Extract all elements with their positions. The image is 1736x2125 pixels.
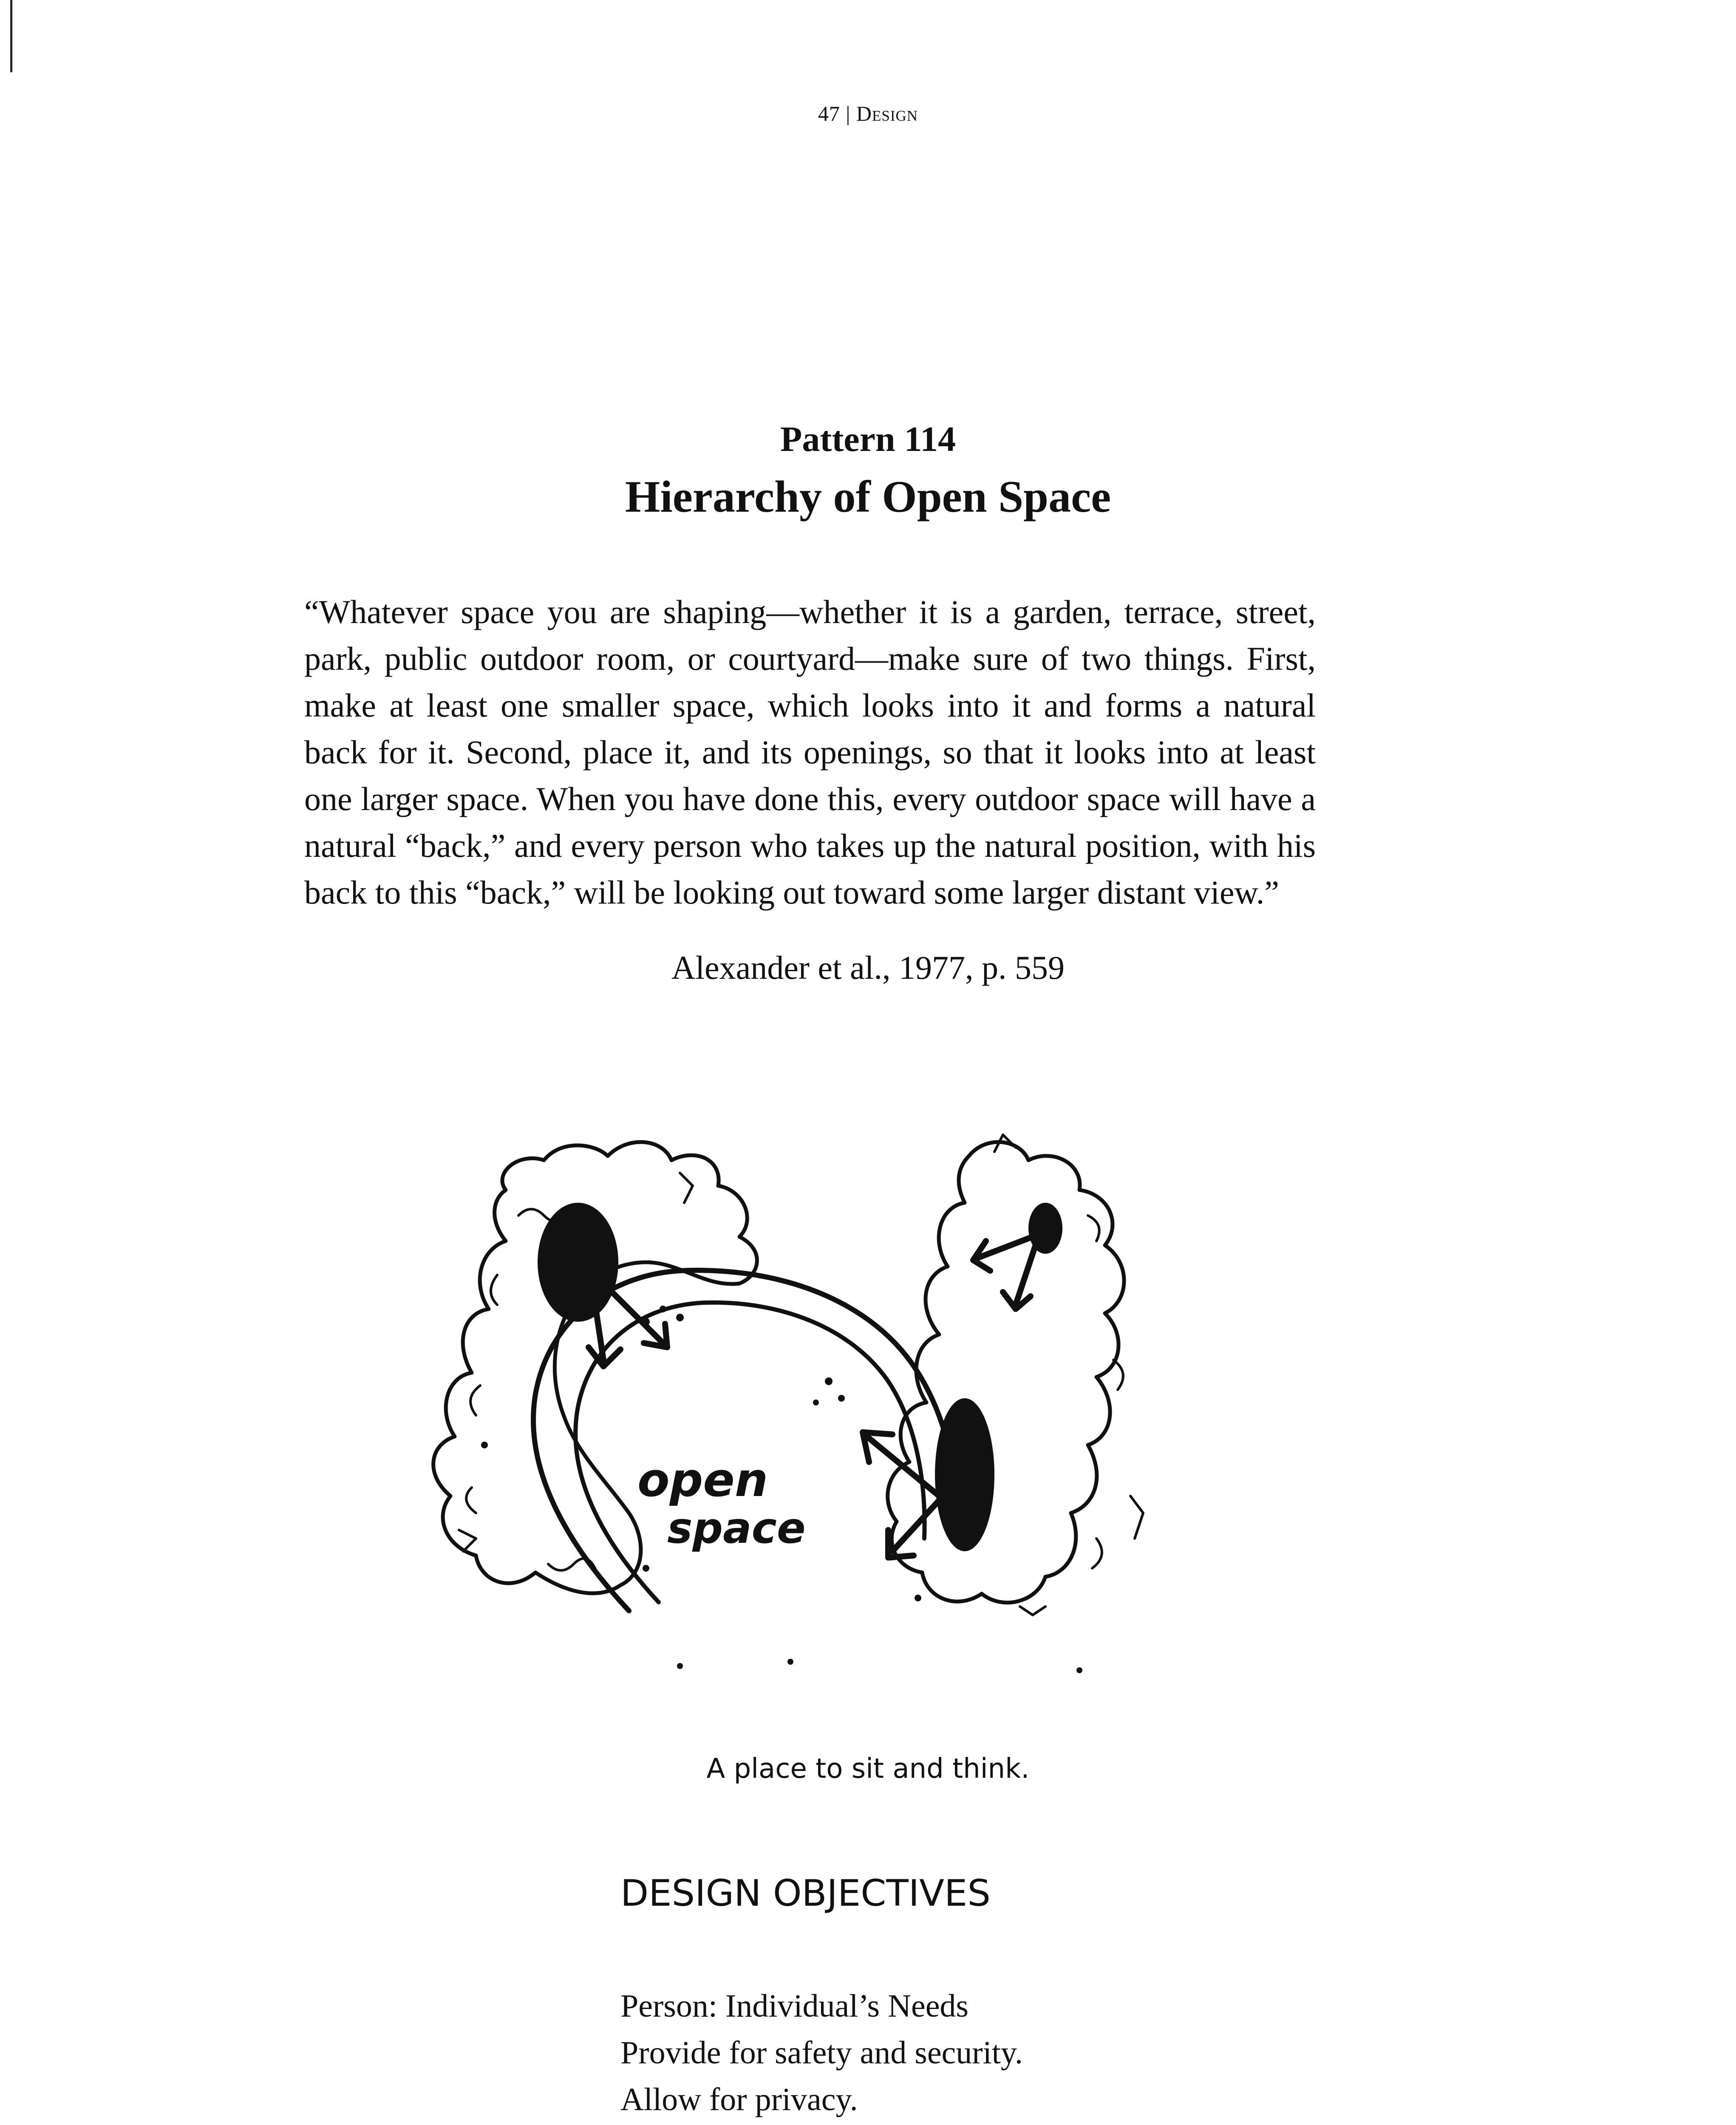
view-arrow-top-right-1 (973, 1237, 1033, 1271)
seating-mass-left (538, 1203, 618, 1322)
objective-item: Allow for privacy. (620, 2082, 858, 2117)
design-objectives-heading: DESIGN OBJECTIVES (620, 1872, 991, 1915)
right-foliage-scribble (994, 1135, 1143, 1615)
pattern-quote: “Whatever space you are shaping—whether it is a garden, terrace, street, park, public outdoor room, or courtyard—make sure of two things. First, make at least one smaller space, which looks into it and forms a natural back for it. Second, place it, and its openings, so that it looks into at least one larger space. When you have done this, every outdoor space will have a natural “back,” and every person who takes up the natural position, with his back to this “back,” will be looking out toward some larger distant view.” (304, 593, 1316, 911)
view-arrow-right-2 (888, 1500, 939, 1558)
running-head-separator: | (846, 102, 851, 125)
running-head (0, 101, 1736, 126)
objective-category-person: Person: Individual’s Needs (620, 1988, 969, 2024)
sketch-label-open: open (637, 1453, 768, 1507)
figure-caption: A place to sit and think. (706, 1753, 1030, 1785)
view-arrow-top-right-2 (1003, 1241, 1037, 1309)
seating-mass-right (935, 1398, 994, 1551)
section-name: Design (856, 102, 918, 125)
pattern-number: Pattern 114 (780, 419, 956, 459)
open-space-sketch (408, 1122, 1198, 1738)
page-number: 47 (818, 102, 840, 125)
objective-item: Provide for safety and security. (620, 2035, 1023, 2071)
quote-citation: Alexander et al., 1977, p. 559 (671, 949, 1065, 986)
scan-edge-mark (10, 0, 12, 72)
sketch-label-space: space (667, 1503, 806, 1553)
pattern-title: Hierarchy of Open Space (625, 472, 1111, 521)
